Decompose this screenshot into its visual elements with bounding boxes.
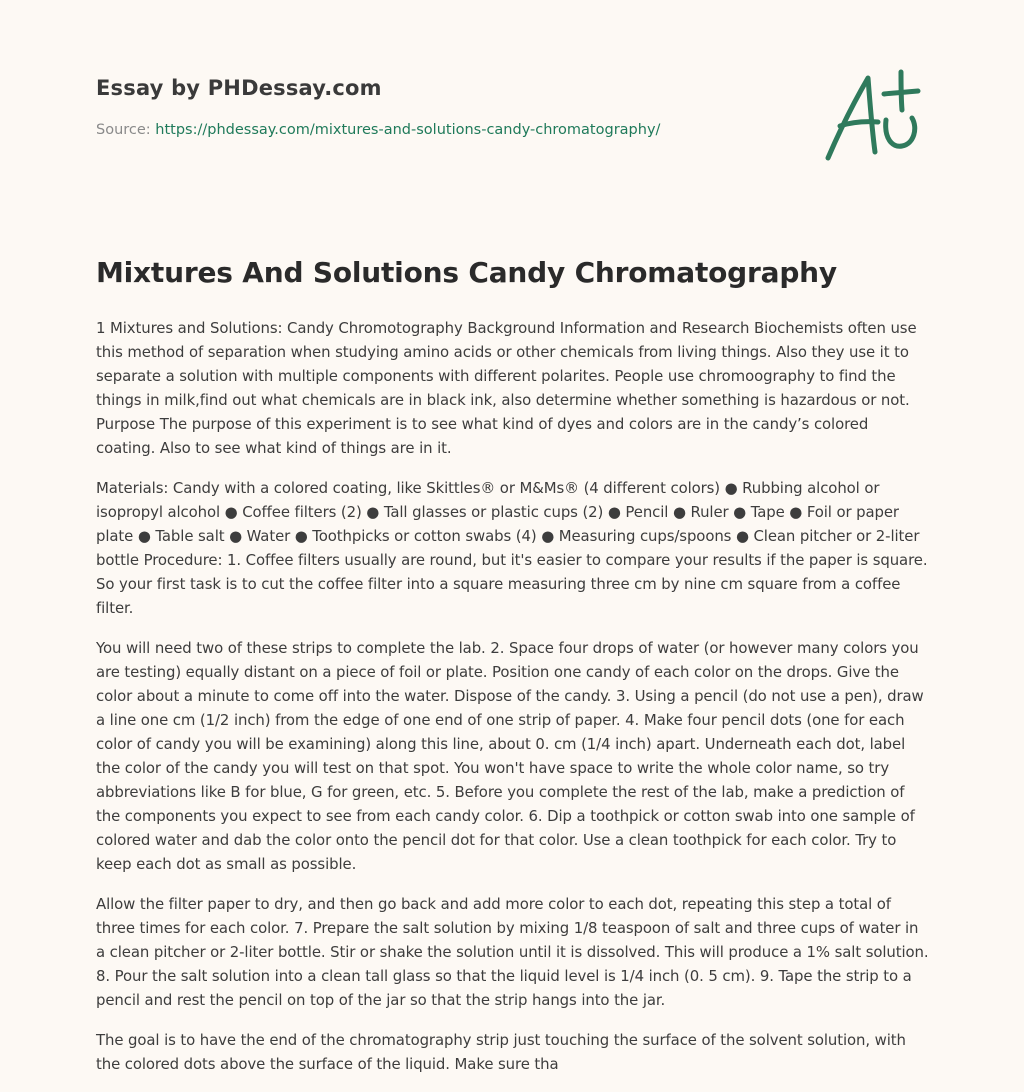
paragraph: You will need two of these strips to complete the lab. 2. Space four drops of water (or however many colors you are testing) equally distant on a piece of foil or plate. Position one candy of each color on the drops. Give the color about a minute to come off into the water. Dispose of the candy. 3. Using a pencil (do not use a pen), draw a line one cm (1/2 inch) from the edge of one end of one strip of paper. 4. Make four pencil dots (one for each color of candy you will be examining) along this line, about 0. cm (1/4 inch) apart. Underneath each dot, label the color of the candy you will test on that spot. You won't have space to write the whole color name, so try abbreviations like B for blue, G for green, etc. 5. Before you complete the rest of the lab, make a prediction of the components you expect to see from each candy color. 6. Dip a toothpick or cotton swab into one sample of colored water and dab the color onto the pencil dot for that color. Use a clean toothpick for each color. Try to keep each dot as small as possible.	[96, 639, 924, 873]
paragraph: The goal is to have the end of the chromatography strip just touching the surface of the solvent solution, with the colored dots above the surface of the liquid. Make sure tha	[96, 1031, 906, 1073]
paragraph: Materials: Candy with a colored coating, like Skittles® or M&Ms® (4 different colors) ● Rubbing alcohol or isopropyl alcohol ● Coffee filters (2) ● Tall glasses or plastic cups (2) ● Pencil ● Ruler ● Tape ● Foil or paper plate ● Table salt ● Water ● Toothpicks or cotton swabs (4) ● Measuring cups/spoons ● Clean pitcher or 2-liter bottle Procedure: 1. Coffee filters usually are round, but it's easier to compare your results if the paper is square. So your first task is to cut the coffee filter into a square measuring three cm by nine cm square from a coffee filter.	[96, 479, 928, 617]
paragraph: 1 Mixtures and Solutions: Candy Chromotography Background Information and Research Biochemists often use this method of separation when studying amino acids or other chemicals from living things. Also they use it to separate a solution with multiple components with different polarites. People use chromoography to find the things in milk,find out what chemicals are in black ink, also determine whether something is hazardous or not. Purpose The purpose of this experiment is to see what kind of dyes and colors are in the candy’s colored coating. Also to see what kind of things are in it.	[96, 319, 917, 457]
source-label: Source:	[96, 122, 151, 138]
a-plus-logo-icon	[818, 64, 928, 164]
essay-title: Mixtures And Solutions Candy Chromatography	[96, 256, 837, 289]
header	[96, 76, 796, 138]
source-line	[96, 122, 796, 138]
essay-body	[96, 316, 932, 1092]
source-link[interactable]: https://phdessay.com/mixtures-and-solutions-candy-chromatography/	[155, 122, 661, 138]
site-brand: Essay by PHDessay.com	[96, 76, 382, 100]
paragraph: Allow the filter paper to dry, and then go back and add more color to each dot, repeating this step a total of three times for each color. 7. Prepare the salt solution by mixing 1/8 teaspoon of salt and three cups of water in a clean pitcher or 2-liter bottle. Stir or shake the solution until it is dissolved. This will produce a 1% salt solution. 8. Pour the salt solution into a clean tall glass so that the liquid level is 1/4 inch (0. 5 cm). 9. Tape the strip to a pencil and rest the pencil on top of the jar so that the strip hangs into the jar.	[96, 895, 929, 1009]
